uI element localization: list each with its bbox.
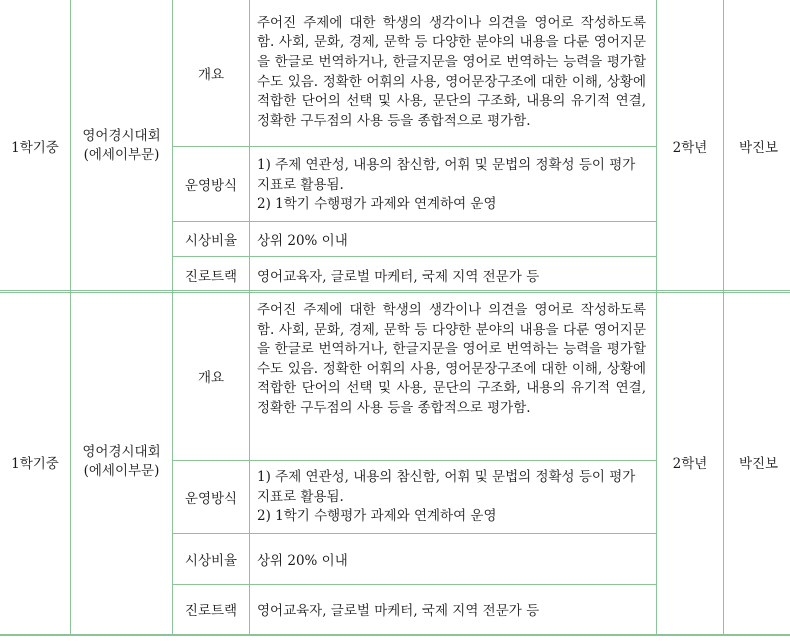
grade-cell (657, 291, 724, 635)
operation-text (250, 147, 657, 222)
career-value: 영어교육자, 글로벌 마케터, 국제 지역 전문가 등 (250, 584, 657, 634)
award-value: 상위 20% 이내 (250, 533, 657, 584)
semester-cell (0, 0, 71, 293)
semester-cell (0, 291, 71, 635)
event-name: 영어경시대회 (82, 444, 161, 461)
overview-label: 개요 (173, 0, 250, 147)
operation-label: 운영방식 (173, 461, 250, 534)
operation-line-2: 2) 1학기 수행평가 과제와 연계하여 운영 (257, 196, 497, 213)
grade-text: 2학년 (672, 139, 708, 156)
operation-label: 운영방식 (173, 147, 250, 222)
operation-line-1: 1) 주제 연관성, 내용의 참신함, 어휘 및 문법의 정확성 등이 평가 지표로 활용됨. (257, 469, 636, 505)
grade-cell (657, 0, 724, 293)
event-name-cell (71, 291, 173, 635)
teacher-cell (724, 291, 790, 635)
table-bottom-divider (0, 635, 790, 636)
award-label: 시상비율 (173, 222, 250, 257)
event-subtitle: (에세이부문) (83, 146, 160, 163)
event-name: 영어경시대회 (82, 127, 161, 144)
semester-text: 1학기중 (11, 456, 59, 473)
teacher-name: 박진보 (738, 456, 779, 473)
career-value: 영어교육자, 글로벌 마케터, 국제 지역 전문가 등 (250, 257, 657, 293)
overview-label: 개요 (173, 291, 250, 461)
career-label: 진로트랙 (173, 584, 250, 634)
career-label: 진로트랙 (173, 257, 250, 293)
teacher-cell (724, 0, 790, 293)
operation-line-1: 1) 주제 연관성, 내용의 참신함, 어휘 및 문법의 정확성 등이 평가 지표로 활용됨. (257, 157, 636, 193)
program-table-1 (0, 0, 790, 293)
overview-text: 주어진 주제에 대한 학생의 생각이나 의견을 영어로 작성하도록 함. 사회, 문화, 경제, 문학 등 다양한 분야의 내용을 다룬 영어지문을 한글로 번역하거나, 한글지문을 영어로 번역하는 능력을 평가할 수도 있음. 정확한 어휘의 사용, 영어문장구조에 대한 이해, 상황에 적합한 단어의 선택 및 사용, 문단의 구조화, 내용의 유기적 연결, 정확한 구두점의 사용 등을 종합적으로 평가함. (250, 0, 657, 147)
program-table-2 (0, 290, 790, 635)
overview-text: 주어진 주제에 대한 학생의 생각이나 의견을 영어로 작성하도록 함. 사회, 문화, 경제, 문학 등 다양한 분야의 내용을 다룬 영어지문을 한글로 번역하거나, 한글지문을 영어로 번역하는 능력을 평가할 수도 있음. 정확한 어휘의 사용, 영어문장구조에 대한 이해, 상황에 적합한 단어의 선택 및 사용, 문단의 구조화, 내용의 유기적 연결, 정확한 구두점의 사용 등을 종합적으로 평가함. (250, 291, 657, 461)
operation-line-2: 2) 1학기 수행평가 과제와 연계하여 운영 (257, 508, 497, 525)
award-label: 시상비율 (173, 533, 250, 584)
award-value: 상위 20% 이내 (250, 222, 657, 257)
event-subtitle: (에세이부문) (83, 463, 160, 480)
event-name-cell (71, 0, 173, 293)
semester-text: 1학기중 (11, 139, 59, 156)
grade-text: 2학년 (672, 456, 708, 473)
teacher-name: 박진보 (738, 139, 779, 156)
operation-text (250, 461, 657, 534)
